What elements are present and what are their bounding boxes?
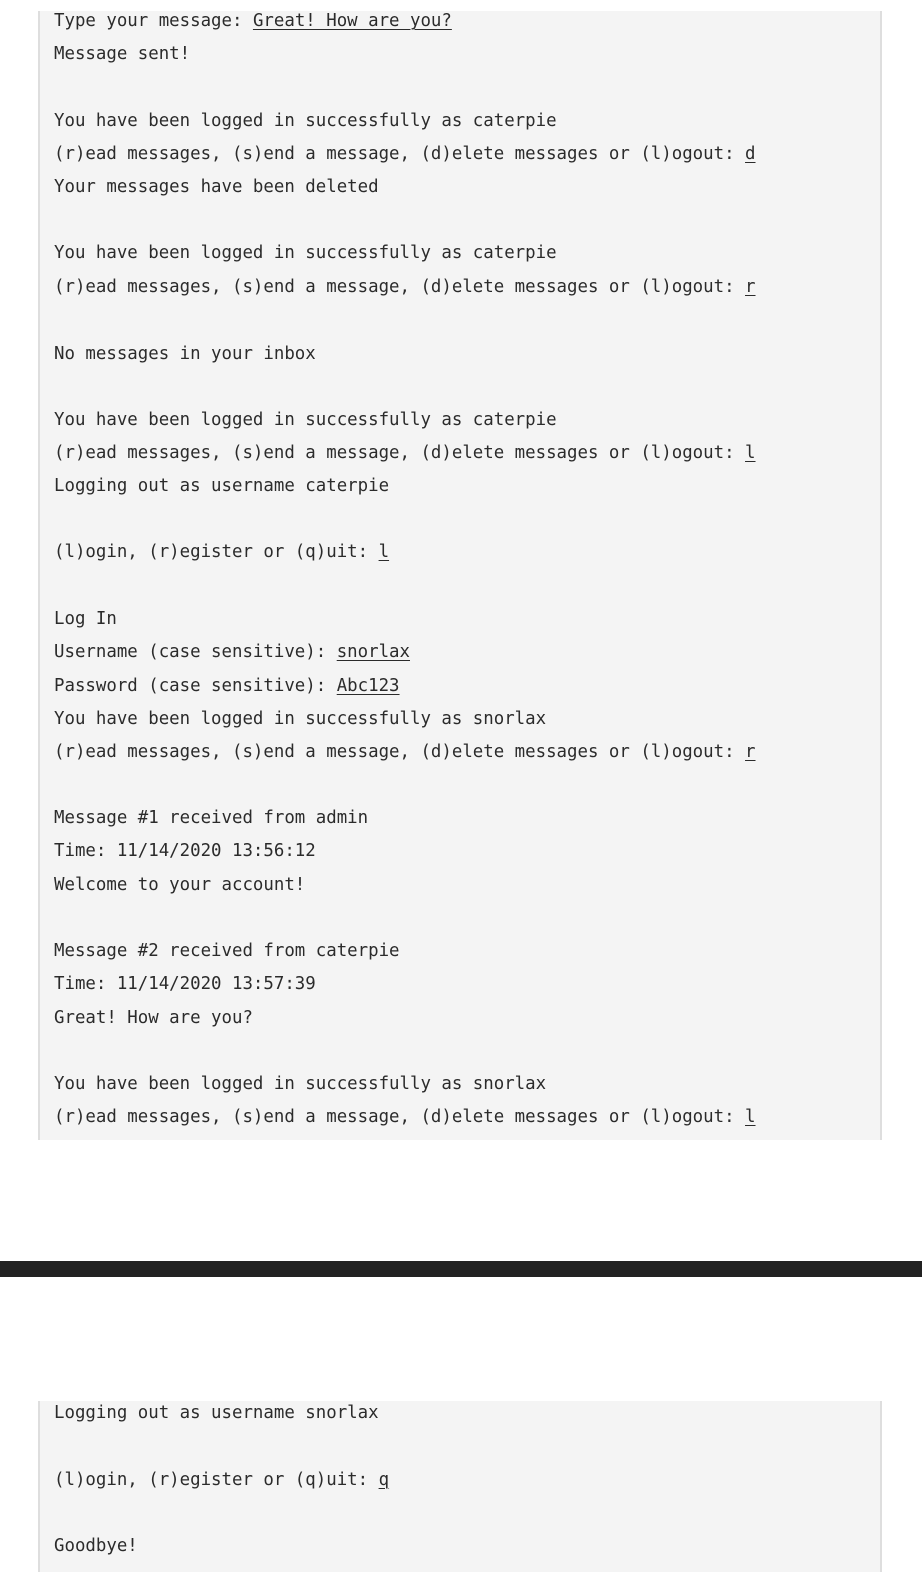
user-input: l [378, 542, 390, 562]
prompt-text: Username (case sensitive): [54, 642, 337, 662]
user-input: l [745, 1107, 756, 1127]
console-line: Welcome to your account! [54, 875, 306, 895]
console-line [54, 440, 756, 466]
console-line [54, 739, 756, 765]
prompt-text: (r)ead messages, (s)end a message, (d)elete messages or (l)ogout: [54, 277, 746, 297]
console-line: No messages in your inbox [54, 344, 316, 364]
console-line: Great! How are you? [54, 1008, 253, 1028]
console-line: You have been logged in successfully as caterpie [54, 111, 557, 131]
prompt-text: (r)ead messages, (s)end a message, (d)elete messages or (l)ogout: [54, 1107, 746, 1127]
prompt-text: (r)ead messages, (s)end a message, (d)elete messages or (l)ogout: [54, 742, 746, 762]
user-input: Abc123 [336, 676, 400, 696]
console-line: Logging out as username snorlax [54, 1403, 379, 1423]
user-input: Great! How are you? [252, 11, 452, 31]
console-line: You have been logged in successfully as snorlax [54, 1074, 547, 1094]
user-input: l [745, 443, 756, 463]
prompt-text: (r)ead messages, (s)end a message, (d)elete messages or (l)ogout: [54, 443, 746, 463]
console-line [54, 639, 410, 665]
user-input: snorlax [336, 642, 410, 662]
console-line [54, 8, 452, 34]
console-line [54, 274, 756, 300]
console-line: Your messages have been deleted [54, 177, 379, 197]
console-line: Log In [54, 609, 117, 629]
prompt-text: (l)ogin, (r)egister or (q)uit: [54, 1470, 379, 1490]
console-line: Time: 11/14/2020 13:57:39 [54, 974, 316, 994]
prompt-text: (l)ogin, (r)egister or (q)uit: [54, 542, 379, 562]
console-output-bottom [38, 1401, 882, 1572]
console-line: You have been logged in successfully as caterpie [54, 243, 557, 263]
user-input: q [378, 1470, 390, 1490]
console-line: Message sent! [54, 44, 191, 64]
prompt-text: (r)ead messages, (s)end a message, (d)elete messages or (l)ogout: [54, 144, 746, 164]
user-input: r [745, 742, 756, 762]
user-input: d [745, 144, 756, 164]
console-line [54, 1467, 389, 1493]
console-line [54, 1104, 756, 1130]
console-line: You have been logged in successfully as snorlax [54, 709, 547, 729]
console-line [54, 673, 400, 699]
console-line: Goodbye! [54, 1536, 138, 1556]
console-line: Time: 11/14/2020 13:56:12 [54, 841, 316, 861]
console-line: Message #2 received from caterpie [54, 941, 400, 961]
user-input: r [745, 277, 756, 297]
console-line: Logging out as username caterpie [54, 476, 390, 496]
prompt-text: Type your message: [54, 11, 253, 31]
console-line: You have been logged in successfully as caterpie [54, 410, 557, 430]
prompt-text: Password (case sensitive): [54, 676, 337, 696]
console-line [54, 539, 389, 565]
console-line [54, 141, 756, 167]
console-line: Message #1 received from admin [54, 808, 369, 828]
console-output-top [38, 11, 882, 1140]
page-divider [0, 1261, 922, 1277]
